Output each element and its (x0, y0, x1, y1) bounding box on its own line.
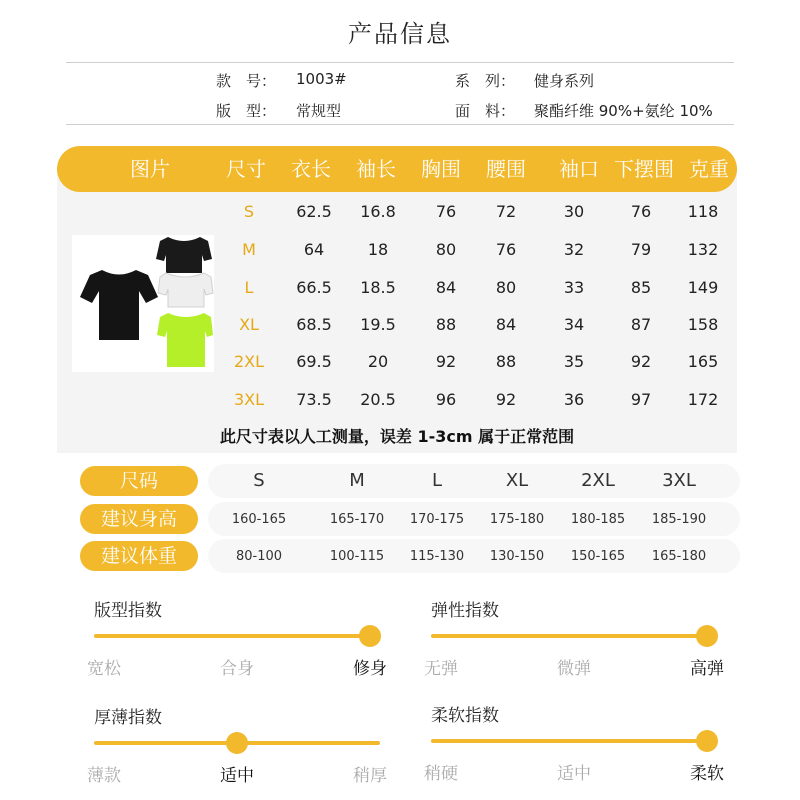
fit-label: 版 型： (216, 102, 277, 120)
table-cell: 172 (687, 390, 719, 409)
weight-value: 80-100 (235, 549, 283, 564)
table-cell: 36 (563, 390, 585, 409)
fabric-value: 聚酯纤维 90%+氨纶 10% (534, 102, 713, 120)
size-cell: M (242, 240, 256, 259)
size-note: 此尺寸表以人工测量，误差 1-3cm 属于正常范围 (219, 427, 575, 446)
index-knob (226, 732, 248, 754)
page-title: 产品信息 (348, 20, 452, 48)
weight-label: 建议体重 (80, 541, 198, 571)
index-option: 合身 (220, 659, 254, 679)
size-cell: 3XL (233, 390, 265, 409)
index-title: 弹性指数 (431, 601, 499, 621)
index-option: 薄款 (87, 766, 121, 786)
header-4: 胸围 (421, 157, 461, 181)
header-6: 袖口 (559, 157, 599, 181)
table-cell: 35 (563, 352, 585, 371)
table-cell: 33 (563, 278, 585, 297)
size-value: XL (505, 470, 529, 491)
size-value: S (253, 470, 265, 491)
table-cell: 66.5 (296, 278, 332, 297)
table-cell: 18.5 (360, 278, 396, 297)
height-label: 建议身高 (80, 504, 198, 534)
index-title: 厚薄指数 (94, 708, 162, 728)
table-cell: 16.8 (360, 202, 396, 221)
table-cell: 92 (630, 352, 652, 371)
index-knob (359, 625, 381, 647)
height-value: 165-170 (329, 512, 385, 527)
index-option: 无弹 (424, 659, 458, 679)
table-cell: 84 (495, 315, 517, 334)
index-option: 微弹 (557, 659, 591, 679)
table-cell: 92 (435, 352, 457, 371)
index-knob (696, 730, 718, 752)
shirt-icon (72, 235, 214, 372)
index-option: 稍厚 (353, 766, 387, 786)
fabric-label: 面 料： (455, 102, 516, 120)
weight-value: 130-150 (489, 549, 545, 564)
table-cell: 80 (435, 240, 457, 259)
index-option: 修身 (353, 659, 387, 679)
size-value: 3XL (662, 470, 696, 491)
model-value: 1003# (296, 70, 347, 88)
table-cell: 19.5 (360, 315, 396, 334)
weight-value: 115-130 (409, 549, 465, 564)
series-value: 健身系列 (534, 72, 595, 90)
size-cell: L (244, 278, 254, 297)
table-cell: 76 (495, 240, 517, 259)
table-cell: 30 (563, 202, 585, 221)
table-cell: 88 (495, 352, 517, 371)
table-cell: 72 (495, 202, 517, 221)
index-title: 柔软指数 (431, 706, 499, 726)
header-8: 克重 (689, 157, 729, 181)
table-cell: 149 (687, 278, 719, 297)
model-label: 款 号： (216, 72, 277, 90)
table-cell: 34 (563, 315, 585, 334)
height-value: 185-190 (651, 512, 707, 527)
size-cell: 2XL (233, 352, 265, 371)
table-cell: 62.5 (296, 202, 332, 221)
header-7: 下摆围 (614, 157, 674, 181)
table-cell: 64 (303, 240, 325, 259)
table-cell: 84 (435, 278, 457, 297)
index-option: 宽松 (87, 659, 121, 679)
size-cell: S (243, 202, 255, 221)
height-value: 175-180 (489, 512, 545, 527)
table-cell: 76 (630, 202, 652, 221)
height-value: 160-165 (231, 512, 287, 527)
table-cell: 68.5 (296, 315, 332, 334)
size-value: M (349, 470, 365, 491)
table-cell: 118 (687, 202, 719, 221)
index-option: 适中 (220, 766, 254, 786)
table-cell: 69.5 (296, 352, 332, 371)
table-cell: 85 (630, 278, 652, 297)
height-value: 180-185 (570, 512, 626, 527)
table-cell: 92 (495, 390, 517, 409)
index-option: 稍硬 (424, 764, 458, 784)
table-cell: 88 (435, 315, 457, 334)
table-cell: 132 (687, 240, 719, 259)
table-cell: 97 (630, 390, 652, 409)
table-cell: 165 (687, 352, 719, 371)
index-track (431, 739, 717, 743)
index-title: 版型指数 (94, 601, 162, 621)
index-knob (696, 625, 718, 647)
weight-value: 100-115 (329, 549, 385, 564)
header-1: 尺寸 (226, 157, 266, 181)
size-value: 2XL (581, 470, 615, 491)
table-cell: 87 (630, 315, 652, 334)
index-track (94, 634, 380, 638)
table-cell: 20.5 (360, 390, 396, 409)
index-track (431, 634, 717, 638)
size-label: 尺码 (80, 466, 198, 496)
table-cell: 76 (435, 202, 457, 221)
table-cell: 96 (435, 390, 457, 409)
divider (66, 124, 734, 125)
product-image (72, 235, 214, 372)
size-cell: XL (239, 315, 259, 334)
table-cell: 73.5 (296, 390, 332, 409)
height-value: 170-175 (409, 512, 465, 527)
table-cell: 79 (630, 240, 652, 259)
header-0: 图片 (130, 157, 170, 181)
weight-value: 150-165 (570, 549, 626, 564)
index-option: 柔软 (690, 764, 724, 784)
table-cell: 80 (495, 278, 517, 297)
size-value: L (431, 470, 443, 491)
table-cell: 18 (367, 240, 389, 259)
header-2: 衣长 (291, 157, 331, 181)
series-label: 系 列： (455, 72, 516, 90)
table-cell: 32 (563, 240, 585, 259)
header-3: 袖长 (356, 157, 396, 181)
table-cell: 20 (367, 352, 389, 371)
index-option: 高弹 (690, 659, 724, 679)
weight-value: 165-180 (651, 549, 707, 564)
table-cell: 158 (687, 315, 719, 334)
divider (66, 62, 734, 63)
header-5: 腰围 (486, 157, 526, 181)
fit-value: 常规型 (296, 102, 342, 120)
index-option: 适中 (557, 764, 591, 784)
